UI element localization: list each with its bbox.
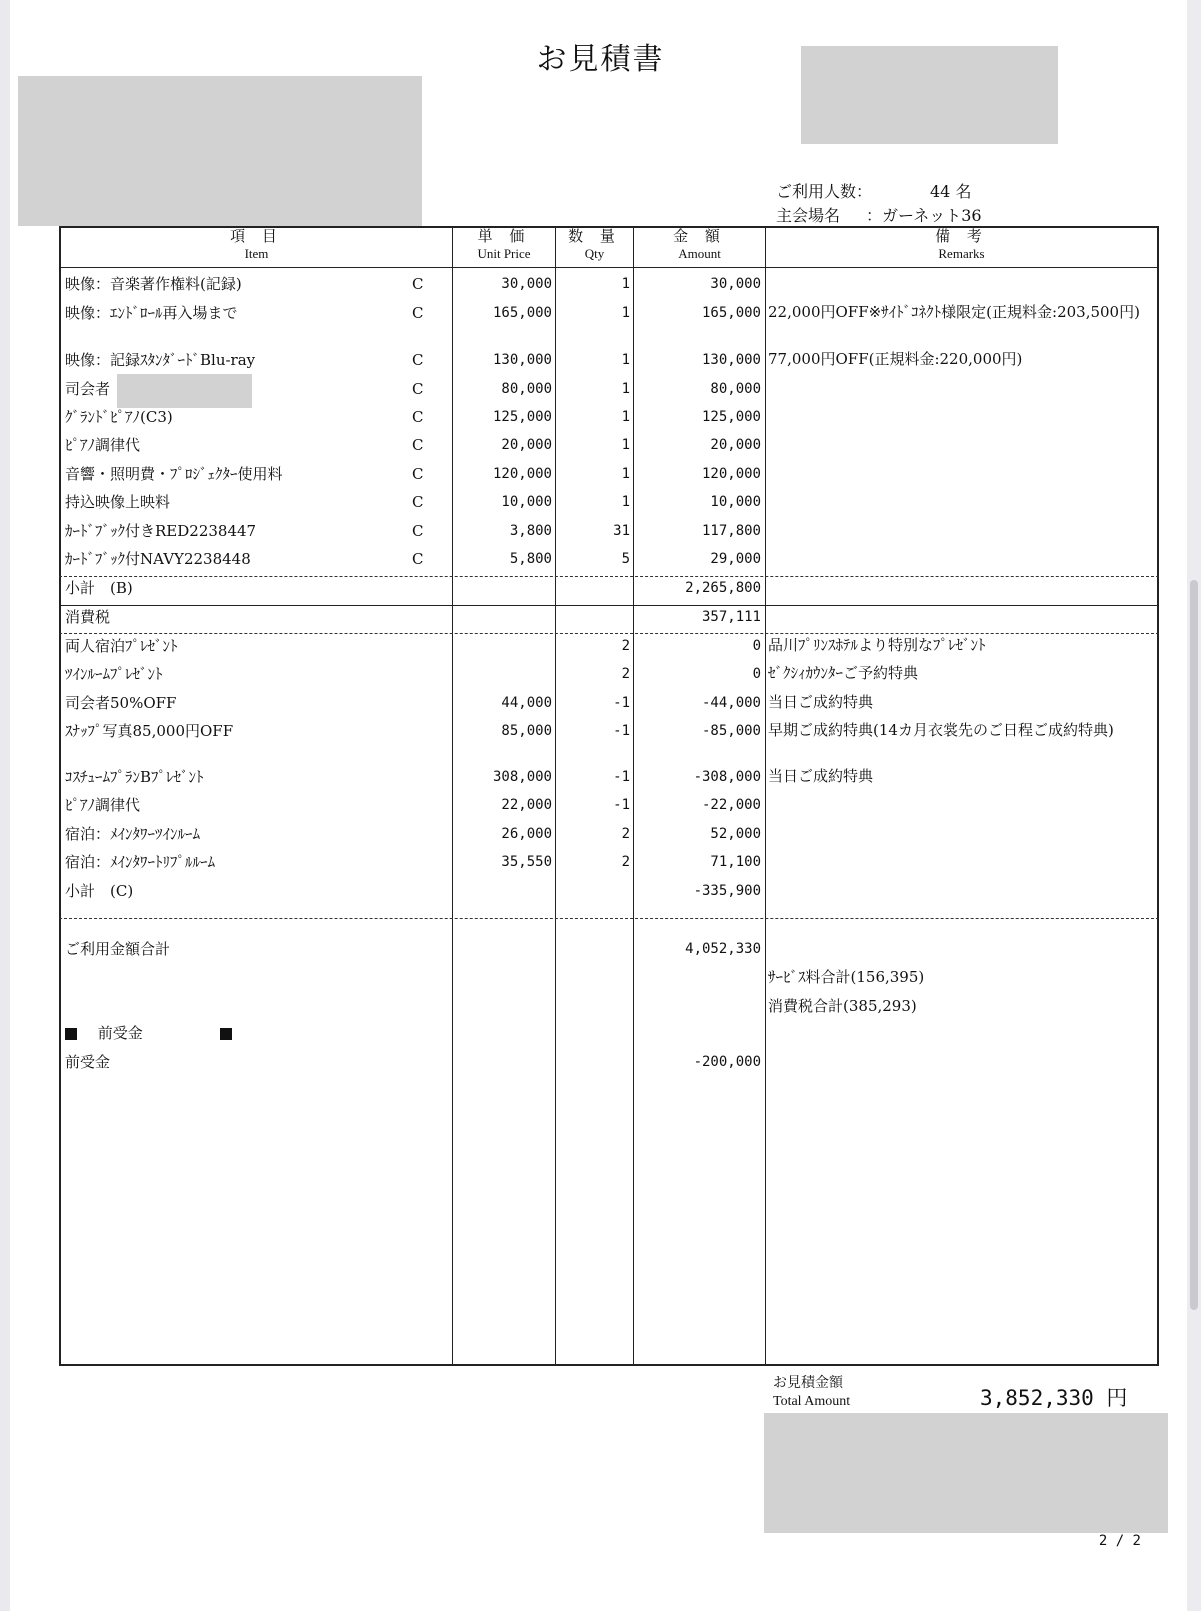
row-item-name: 小計 (C)	[65, 882, 134, 900]
row-qty: -1	[613, 723, 630, 739]
row-unit-price: 308,000	[492, 769, 552, 785]
row-qty: 1	[621, 381, 630, 397]
row-unit-price: 3,800	[509, 523, 552, 539]
column-header-remarks-jp: 備 考	[935, 227, 988, 245]
row-item-name: 両人宿泊ﾌﾟﾚｾﾞﾝﾄ	[65, 637, 178, 655]
row-item-name: ｶｰﾄﾞﾌﾞｯｸ付きRED2238447	[65, 522, 257, 540]
row-amount: -22,000	[701, 797, 761, 813]
row-remarks: 品川ﾌﾟﾘﾝｽﾎﾃﾙより特別なﾌﾟﾚｾﾞﾝﾄ	[768, 636, 986, 654]
row-qty: 2	[621, 666, 630, 682]
row-amount: 0	[752, 638, 761, 654]
row-divider	[59, 633, 1159, 634]
row-unit-price: 35,550	[501, 854, 552, 870]
venue-label: 主会場名	[776, 206, 841, 225]
column-header-qty-jp: 数 量	[568, 227, 621, 245]
row-unit-price: 26,000	[501, 826, 552, 842]
row-item-name: 持込映像上映料	[65, 493, 171, 511]
row-unit-price: 30,000	[501, 276, 552, 292]
row-item-name: ﾋﾟｱﾉ調律代	[65, 796, 141, 814]
row-remarks: 77,000円OFF(正規料金:220,000円)	[768, 350, 1023, 368]
row-item-name: 司会者50%OFF	[65, 694, 177, 712]
row-item-code: C	[412, 465, 424, 483]
service-fee-total: ｻｰﾋﾞｽ料合計(156,395)	[768, 968, 925, 986]
header-divider	[59, 267, 1159, 268]
column-header-remarks-en: Remarks	[938, 246, 985, 261]
row-amount: 80,000	[710, 381, 761, 397]
row-amount: 71,100	[710, 854, 761, 870]
row-item-name: ｶｰﾄﾞﾌﾞｯｸ付NAVY2238448	[65, 550, 251, 568]
row-item-name: 消費税	[65, 608, 111, 626]
row-qty: 1	[621, 494, 630, 510]
row-qty: -1	[613, 695, 630, 711]
row-unit-price: 22,000	[501, 797, 552, 813]
row-qty: 2	[621, 854, 630, 870]
redacted-mc-name	[117, 374, 252, 408]
row-amount: 117,800	[701, 523, 761, 539]
row-amount: 130,000	[701, 352, 761, 368]
row-remarks: 当日ご成約特典	[768, 693, 874, 711]
row-item-name: 宿泊：ﾒｲﾝﾀﾜｰﾄﾘﾌﾟﾙﾙｰﾑ	[65, 853, 216, 871]
row-qty: 2	[621, 826, 630, 842]
row-unit-price: 130,000	[492, 352, 552, 368]
summary-divider	[59, 918, 1159, 919]
column-header-remarks	[766, 228, 1157, 262]
column-header-unit-price-jp: 単 価	[477, 227, 531, 245]
column-header-amount-jp: 金 額	[673, 227, 726, 245]
row-qty: -1	[613, 769, 630, 785]
grand-total-value: 3,852,330 円	[980, 1386, 1128, 1410]
row-item-code: C	[412, 550, 424, 568]
square-bullet-icon	[65, 1028, 77, 1040]
square-bullet-icon	[220, 1028, 232, 1040]
tax-total: 消費税合計(385,293)	[768, 997, 917, 1015]
row-item-name: 宿泊：ﾒｲﾝﾀﾜｰﾂｲﾝﾙｰﾑ	[65, 825, 201, 843]
column-header-amount	[634, 228, 765, 262]
row-item-name: ﾋﾟｱﾉ調律代	[65, 436, 141, 454]
row-amount: 120,000	[701, 466, 761, 482]
row-unit-price: 20,000	[501, 437, 552, 453]
row-remarks: 22,000円OFF※ｻｲﾄﾞｺﾈｸﾄ様限定(正規料金:203,500円)	[768, 303, 1140, 321]
row-unit-price: 125,000	[492, 409, 552, 425]
row-unit-price: 165,000	[492, 305, 552, 321]
row-item-code: C	[412, 522, 424, 540]
row-qty: 1	[621, 437, 630, 453]
page-number: 2 / 2	[1098, 1533, 1141, 1549]
grand-total-label-en: Total Amount	[773, 1394, 851, 1409]
row-item-code: C	[412, 304, 424, 322]
guests-value: 44 名	[930, 182, 972, 201]
row-item-name: 映像：音楽著作権料(記録)	[65, 275, 242, 293]
viewer-left-edge	[0, 0, 10, 1611]
row-amount: -44,000	[701, 695, 761, 711]
column-divider	[765, 226, 766, 1366]
redacted-block-customer	[18, 76, 422, 226]
row-divider	[59, 605, 1159, 606]
row-item-name: 音響・照明費・ﾌﾟﾛｼﾞｪｸﾀｰ使用料	[65, 465, 283, 483]
grand-total-label-jp: お見積金額	[773, 1376, 843, 1391]
row-item-code: C	[412, 493, 424, 511]
column-header-item-en: Item	[244, 246, 269, 261]
redacted-block-signature	[764, 1413, 1168, 1533]
row-qty: 1	[621, 352, 630, 368]
column-header-unit-price-en: Unit Price	[477, 246, 531, 261]
row-item-name: ｺｽﾁｭｰﾑﾌﾟﾗﾝBﾌﾟﾚｾﾞﾝﾄ	[65, 768, 204, 786]
row-unit-price: 44,000	[501, 695, 552, 711]
document-title: お見積書	[536, 42, 665, 77]
row-unit-price: 120,000	[492, 466, 552, 482]
row-divider	[59, 576, 1159, 577]
row-qty: 31	[613, 523, 630, 539]
row-amount: 20,000	[710, 437, 761, 453]
row-item-code: C	[412, 380, 424, 398]
row-amount: 30,000	[710, 276, 761, 292]
row-amount: 0	[752, 666, 761, 682]
column-header-qty	[556, 228, 633, 262]
guests-label: ご利用人数：	[776, 182, 873, 201]
row-unit-price: 10,000	[501, 494, 552, 510]
deposit-label: 前受金	[65, 1053, 111, 1071]
row-item-code: C	[412, 351, 424, 369]
row-remarks: 当日ご成約特典	[768, 767, 874, 785]
row-amount: 125,000	[701, 409, 761, 425]
row-amount: -308,000	[693, 769, 761, 785]
viewer-scrollbar-thumb[interactable]	[1190, 580, 1198, 1310]
row-item-name: 司会者	[65, 380, 111, 398]
deposit-value: -200,000	[693, 1054, 761, 1070]
redacted-block-company	[801, 46, 1058, 144]
row-remarks: ｾﾞｸｼｨｶｳﾝﾀｰご予約特典	[768, 664, 919, 682]
row-amount: 165,000	[701, 305, 761, 321]
row-amount: -335,900	[693, 883, 761, 899]
row-remarks: 早期ご成約特典(14カ月衣裳先のご日程ご成約特典)	[768, 721, 1114, 739]
row-item-name: ｽﾅｯﾌﾟ写真85,000円OFF	[65, 722, 234, 740]
total-usage-label: ご利用金額合計	[65, 940, 171, 958]
column-header-unit-price	[453, 228, 555, 262]
row-qty: 1	[621, 466, 630, 482]
row-item-code: C	[412, 408, 424, 426]
row-item-code: C	[412, 275, 424, 293]
row-amount: 357,111	[701, 609, 761, 625]
row-qty: 5	[621, 551, 630, 567]
row-item-name: 映像：記録ｽﾀﾝﾀﾞｰﾄﾞBlu-ray	[65, 351, 256, 369]
row-item-name: 小計 (B)	[65, 579, 133, 597]
row-item-code: C	[412, 436, 424, 454]
deposit-header-text: 前受金	[97, 1024, 143, 1042]
row-qty: 1	[621, 409, 630, 425]
row-amount: 10,000	[710, 494, 761, 510]
row-item-name: ﾂｲﾝﾙｰﾑﾌﾟﾚｾﾞﾝﾄ	[65, 665, 163, 683]
row-item-name: 映像：ｴﾝﾄﾞﾛｰﾙ再入場まで	[65, 304, 238, 322]
column-header-qty-en: Qty	[584, 246, 605, 261]
row-unit-price: 85,000	[501, 723, 552, 739]
row-amount: 52,000	[710, 826, 761, 842]
row-qty: -1	[613, 797, 630, 813]
venue-value: ：ガーネット36	[866, 206, 982, 225]
total-usage-value: 4,052,330	[685, 941, 761, 957]
row-unit-price: 5,800	[509, 551, 552, 567]
column-header-item	[61, 228, 452, 262]
row-amount: 2,265,800	[685, 580, 761, 596]
column-header-amount-en: Amount	[678, 246, 721, 261]
column-header-item-jp: 項 目	[230, 227, 283, 245]
row-item-name: ｸﾞﾗﾝﾄﾞﾋﾟｱﾉ(C3)	[65, 408, 173, 426]
deposit-header	[65, 1024, 232, 1042]
row-qty: 1	[621, 305, 630, 321]
row-unit-price: 80,000	[501, 381, 552, 397]
row-qty: 1	[621, 276, 630, 292]
row-amount: -85,000	[701, 723, 761, 739]
row-amount: 29,000	[710, 551, 761, 567]
row-qty: 2	[621, 638, 630, 654]
